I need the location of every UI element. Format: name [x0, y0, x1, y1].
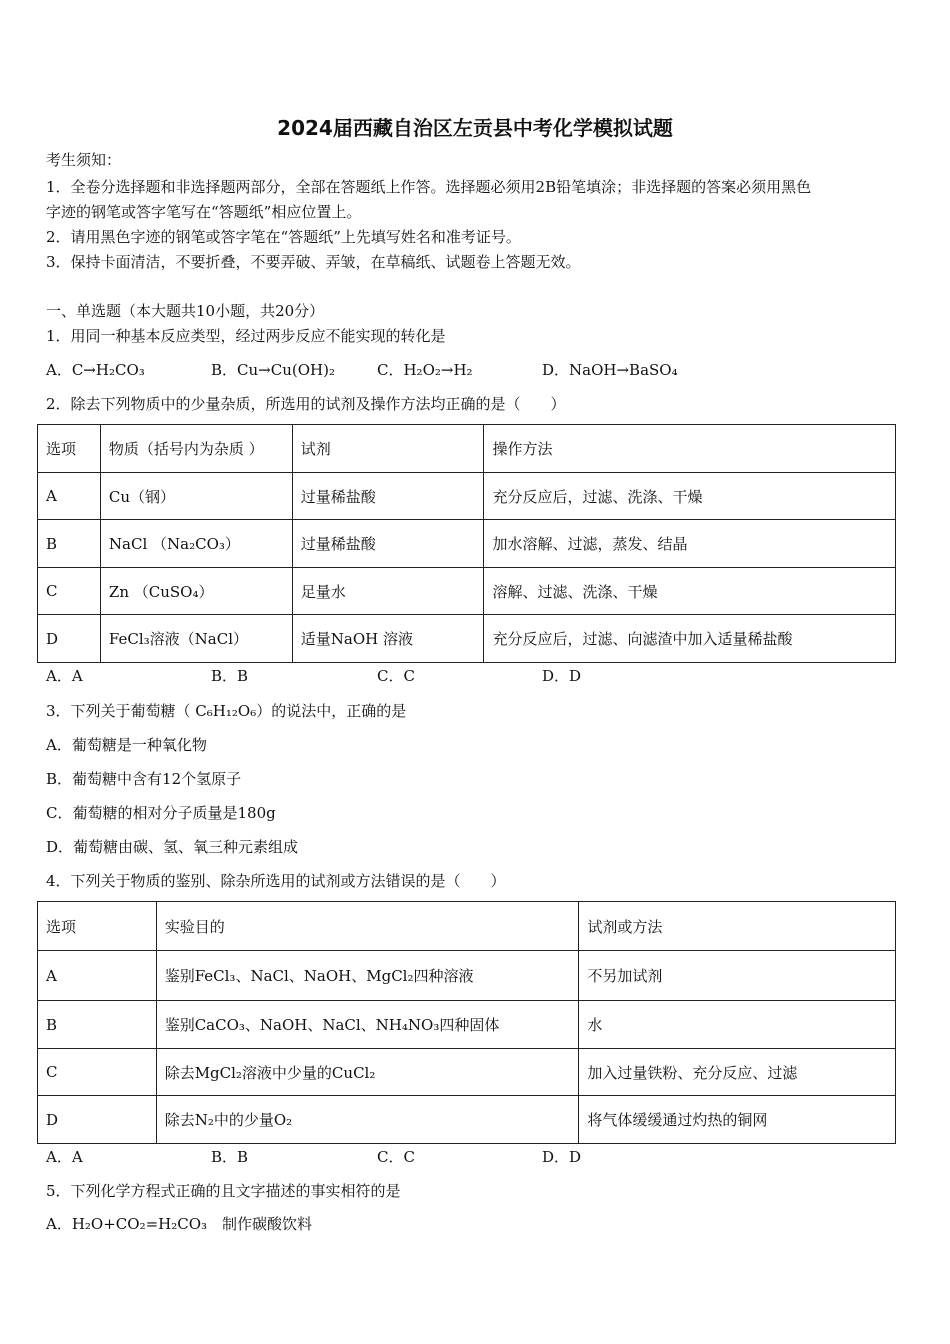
option-a: A．葡萄糖是一种氧化物 — [46, 736, 207, 754]
table-header-cell: 试剂 — [292, 425, 484, 473]
question-5-stem: 5．下列化学方程式正确的且文字描述的事实相符的是 — [46, 1182, 401, 1200]
notice-item: 3．保持卡面清洁，不要折叠，不要弄破、弄皱，在草稿纸、试题卷上答题无效。 — [46, 253, 581, 271]
option-d: D．D — [542, 1148, 582, 1166]
table-cell: 加水溶解、过滤，蒸发、结晶 — [484, 520, 896, 568]
option-c: C．H₂O₂→H₂ — [377, 361, 473, 379]
option-b: B．葡萄糖中含有12个氢原子 — [46, 770, 242, 788]
table-cell: 将气体缓缓通过灼热的铜网 — [579, 1096, 896, 1144]
option-c: C．C — [377, 667, 415, 685]
table-cell: 过量稀盐酸 — [292, 520, 484, 568]
table-cell: B — [38, 520, 101, 568]
option-b: B．B — [211, 667, 249, 685]
table-cell: 足量水 — [292, 568, 484, 615]
notice-item: 2．请用黑色字迹的钢笔或答字笔在“答题纸”上先填写姓名和准考证号。 — [46, 228, 521, 246]
section-heading: 一、单选题（本大题共10小题，共20分） — [46, 302, 325, 320]
option-b: B．Cu→Cu(OH)₂ — [211, 361, 335, 379]
question-4-table — [37, 901, 896, 1144]
table-header-row — [38, 902, 896, 951]
option-b: B．B — [211, 1148, 249, 1166]
table-cell: A — [38, 473, 101, 520]
table-row — [38, 951, 896, 1001]
table-cell: 鉴别CaCO₃、NaOH、NaCl、NH₄NO₃四种固体 — [156, 1001, 579, 1049]
option-a: A．C→H₂CO₃ — [46, 361, 145, 379]
table-cell: 水 — [579, 1001, 896, 1049]
table-header-cell: 操作方法 — [484, 425, 896, 473]
table-cell: A — [38, 951, 157, 1001]
notice-item: 1．全卷分选择题和非选择题两部分，全部在答题纸上作答。选择题必须用2B铅笔填涂；非选择题的答案必须用黑色 — [46, 178, 812, 196]
table-row — [38, 1049, 896, 1096]
question-2-stem: 2．除去下列物质中的少量杂质，所选用的试剂及操作方法均正确的是（ ） — [46, 395, 566, 413]
table-cell: 充分反应后，过滤、向滤渣中加入适量稀盐酸 — [484, 615, 896, 663]
table-cell: D — [38, 1096, 157, 1144]
table-row — [38, 520, 896, 568]
option-d: D．D — [542, 667, 582, 685]
page-title: 2024届西藏自治区左贡县中考化学模拟试题 — [277, 116, 673, 140]
table-cell: 过量稀盐酸 — [292, 473, 484, 520]
table-row — [38, 568, 896, 615]
table-cell: 溶解、过滤、洗涤、干燥 — [484, 568, 896, 615]
table-header-cell: 选项 — [38, 425, 101, 473]
table-row — [38, 1096, 896, 1144]
table-header-cell: 实验目的 — [156, 902, 579, 951]
table-header-cell: 物质（括号内为杂质 ） — [100, 425, 292, 473]
table-cell: FeCl₃溶液（NaCl） — [100, 615, 292, 663]
table-header-cell: 试剂或方法 — [579, 902, 896, 951]
option-d: D．葡萄糖由碳、氢、氧三种元素组成 — [46, 838, 299, 856]
option-d: D．NaOH→BaSO₄ — [542, 361, 678, 379]
option-c: C．葡萄糖的相对分子质量是180g — [46, 804, 276, 822]
table-cell: C — [38, 1049, 157, 1096]
option-a: A．A — [46, 667, 83, 685]
table-cell: 充分反应后，过滤、洗涤、干燥 — [484, 473, 896, 520]
option-a: A．A — [46, 1148, 83, 1166]
table-row — [38, 615, 896, 663]
table-row — [38, 473, 896, 520]
option-a: A．H₂O+CO₂=H₂CO₃ 制作碳酸饮料 — [46, 1215, 313, 1233]
table-header-row — [38, 425, 896, 473]
table-cell: 鉴别FeCl₃、NaCl、NaOH、MgCl₂四种溶液 — [156, 951, 579, 1001]
table-cell: C — [38, 568, 101, 615]
question-3-stem: 3．下列关于葡萄糖（ C₆H₁₂O₆）的说法中，正确的是 — [46, 702, 407, 720]
table-cell: 加入过量铁粉、充分反应、过滤 — [579, 1049, 896, 1096]
table-cell: 不另加试剂 — [579, 951, 896, 1001]
table-cell: 除去N₂中的少量O₂ — [156, 1096, 579, 1144]
table-cell: B — [38, 1001, 157, 1049]
option-c: C．C — [377, 1148, 415, 1166]
notice-item: 字迹的钢笔或答字笔写在“答题纸”相应位置上。 — [46, 203, 362, 221]
question-4-stem: 4．下列关于物质的鉴别、除杂所选用的试剂或方法错误的是（ ） — [46, 872, 506, 890]
table-cell: 适量NaOH 溶液 — [292, 615, 484, 663]
table-cell: Zn （CuSO₄） — [100, 568, 292, 615]
table-header-cell: 选项 — [38, 902, 157, 951]
table-cell: D — [38, 615, 101, 663]
table-cell: Cu（钢） — [100, 473, 292, 520]
notice-heading: 考生须知： — [46, 151, 122, 169]
question-2-table — [37, 424, 896, 663]
question-1-stem: 1．用同一种基本反应类型，经过两步反应不能实现的转化是 — [46, 327, 446, 345]
table-cell: 除去MgCl₂溶液中少量的CuCl₂ — [156, 1049, 579, 1096]
table-row — [38, 1001, 896, 1049]
table-cell: NaCl （Na₂CO₃） — [100, 520, 292, 568]
